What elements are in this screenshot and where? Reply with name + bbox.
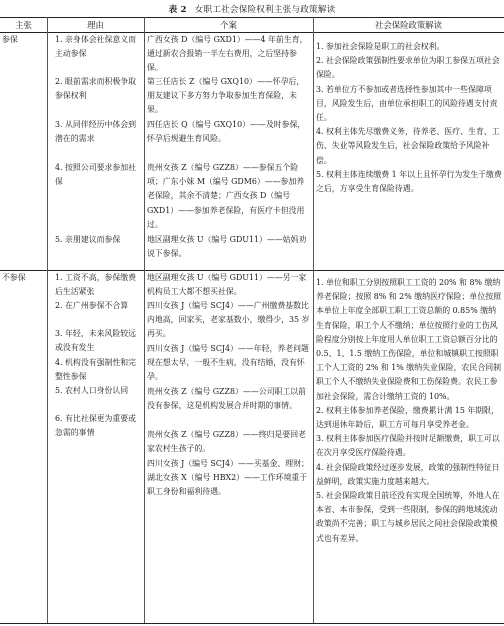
table-bottom-rule [0, 623, 504, 624]
case-item: 第三任店长 Z（编号 GXQ10）——怀孕后，朋友建议下多方努力争取参加生育保险，未果。 [147, 77, 305, 115]
policy-item: 3. 权利主体参加医疗保险并按时足额缴费，职工可以在次月享受医疗保险待遇。 [316, 434, 500, 458]
reason-item: 2. 眼前需求而积极争取参保权利 [55, 77, 137, 101]
policy-item: 5. 权利主体连续缴费 1 年以上且怀孕行为发生于缴费之后，方享受生育保险待遇。 [316, 169, 502, 194]
reason-item: 1. 工资不高，参保缴费后生活紧张 [55, 273, 137, 297]
table-top-rule [0, 17, 504, 18]
case-item: 贵州女孩 Z（编号 GZZ8）——终归是要回老家农村生孩子的。 [147, 430, 307, 454]
case-cell [147, 271, 311, 621]
policy-item: 3. 若单位方不参加或者选择性参加其中一些保障项目，风险发生后，由单位承担职工的风险待遇支付责任。 [316, 84, 498, 123]
table-number: 表 2 [168, 5, 187, 15]
header-case: 个案 [220, 20, 237, 30]
case-item: 四川女孩 J（编号 SCJ4）——年轻，养老问题现在想太早，一般不生病，没有结婚，没有怀孕。 [147, 344, 309, 382]
claim-label: 参保 [2, 35, 18, 44]
policy-item: 1. 单位和职工分别按照职工工资的 20% 和 8% 缴纳养老保险；按照 8% 和 2% 缴纳医疗保险；单位按照本单位上年度全部职工职工工资总额的 0.85% 缴纳生育保险，职工个人不缴纳；单位按照行业的工伤风险程度分别按上年度用人单位职工工资总额百分比的 0.5、1、1.5 缴纳工伤保险，单位和城镇职工按照职工个人工资的 2% 和 1% 缴纳失业保险，农民合同制职工个人不缴纳失业保险费和工伤保险费。农民工参加社会保险，需合计缴纳工资的 10%。 [316, 278, 501, 401]
case-item: 四川女孩 J（编号 SCJ4）——广州缴费基数比内地高，回家买，老家基数小，缴得少，35 岁再买。 [147, 301, 310, 339]
policy-item: 2. 权利主体参加养老保险，缴费累计满 15 年期限，达到退休年龄后，职工方可每月享受养老金。 [316, 405, 499, 430]
case-item: 四川女孩 J（编号 SCJ4）——买基金、理财；湖北女孩 X（编号 HBX2）——工作环境重于职工身份和福利待遇。 [147, 459, 309, 497]
header-claim: 主张 [15, 20, 32, 30]
policy-item: 2. 社会保险政策强制性要求单位为职工参保五项社会保险。 [316, 56, 500, 80]
policy-item: 5. 社会保险政策目前还没有实现全国统筹，外地人在本省、本市参保，受到一些限制，参保的跨地域流动政策尚不完善；职工与城乡居民之间社会保险政策模式也有差异。 [316, 491, 500, 543]
case-item: 地区副理女孩 U（编号 GDU11）——姑妈劝说下参保。 [147, 235, 307, 259]
case-item: 广西女孩 D（编号 GXD1）——4 年前生育，通过新农合报销一半左右费用，之后坚持参保。 [147, 35, 308, 73]
claim-cell [2, 33, 46, 47]
case-item: 贵州女孩 Z（编号 GZZ8）——公司职工以前没有参保，这是机构发展合并时期的事情。 [147, 387, 307, 411]
claim-label: 不参保 [2, 273, 26, 282]
reason-item: 5. 农村人口身份认同 [55, 386, 129, 395]
case-item: 贵州女孩 Z（编号 GZZ8）——参保五个险项；广东小妹 M（编号 GDM6）——参加养老保险，其余不清楚；广西女孩 D（编号 GXD1）——参加养老保险，有医疗卡但没用过。 [147, 163, 305, 229]
reason-item: 5. 亲朋建议而参保 [55, 235, 121, 244]
claim-cell [2, 271, 46, 285]
column-divider-3 [313, 17, 314, 623]
reason-cell [55, 33, 141, 269]
reason-cell [55, 271, 141, 621]
column-divider-1 [47, 17, 48, 623]
reason-item: 4. 机构没有强制性和完整性参保 [55, 358, 137, 382]
policy-item: 4. 权利主体先尽缴费义务，待养老、医疗、生育、工伤、失业等风险发生后，社会保险政策给予风险补偿。 [316, 127, 500, 165]
reason-item: 4. 按照公司要求参加社保 [55, 163, 137, 187]
policy-item: 4. 社会保险政策经过逐步发展，政策的强制性特征日益鲜明，政策实施力度越来越大。 [316, 462, 500, 486]
reason-item: 6. 有比社保更为重要或急需的事情 [55, 414, 137, 438]
column-divider-2 [144, 17, 145, 623]
reason-item: 1. 亲身体会社保意义而主动参保 [55, 35, 137, 59]
case-item: 四任店长 Q（编号 GXQ10）——及时参保，怀孕后规避生育风险。 [147, 120, 306, 144]
table-title-text: 女职工社会保险权利主张与政策解读 [194, 5, 336, 15]
header-reason: 理由 [87, 20, 104, 30]
table-title [0, 3, 504, 15]
case-cell [147, 33, 311, 269]
reason-item: 2. 在广州参保不合算 [55, 301, 129, 310]
header-policy: 社会保险政策解读 [375, 20, 442, 30]
policy-cell [316, 276, 502, 621]
policy-cell [316, 40, 502, 268]
reason-item: 3. 年轻，未来风险较远或没有发生 [55, 329, 137, 353]
reason-item: 3. 从同伴经历中体会到潜在的需求 [55, 120, 137, 144]
policy-item: 1. 参加社会保险是职工的社会权利。 [316, 42, 445, 51]
case-item: 地区副理女孩 U（编号 GDU11）——另一家机构员工大都不想买社保。 [147, 273, 307, 297]
